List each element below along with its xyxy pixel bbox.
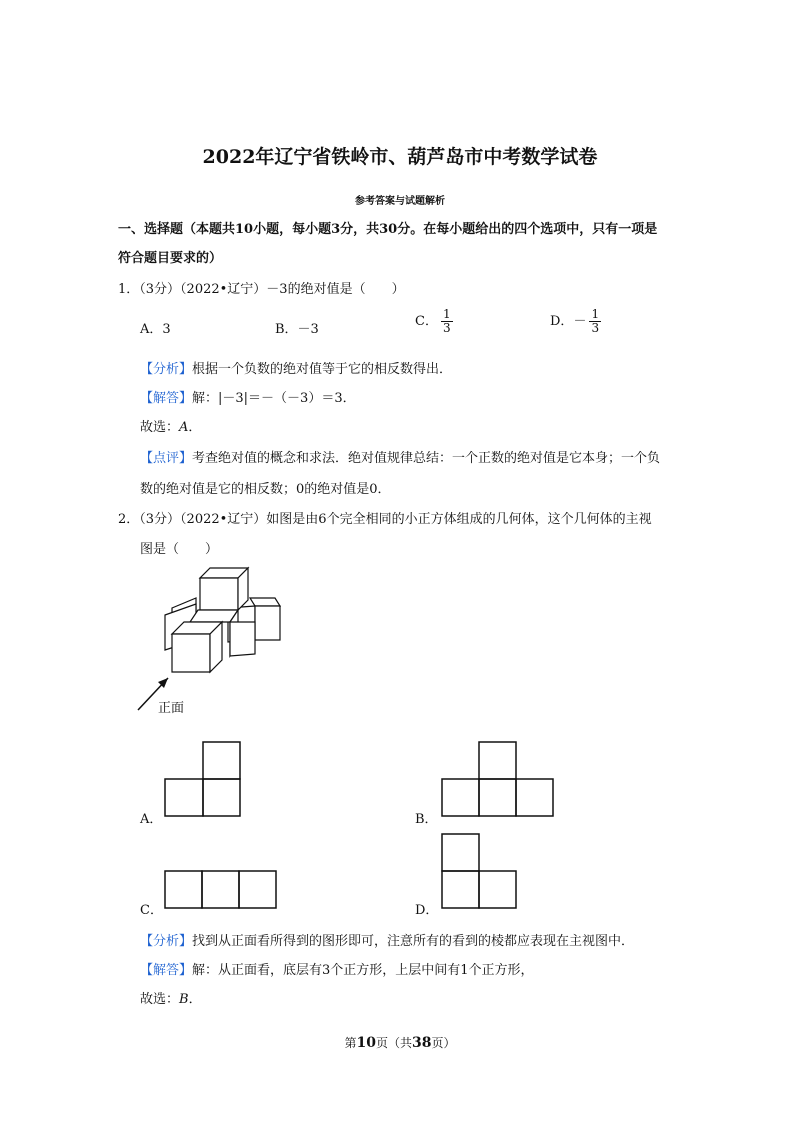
footer-middle: 页（共 xyxy=(375,1036,412,1050)
q2-stem-line-1: 2．（3分）（2022•辽宁）如图是由6个完全相同的小正方体组成的几何体，这个几何体的主视 xyxy=(118,512,652,527)
page-footer xyxy=(0,1034,800,1051)
footer-total-pages: 38 xyxy=(412,1035,432,1051)
q1-answer xyxy=(140,387,356,406)
q1-option-c-fraction xyxy=(441,308,453,335)
q2-option-a-figure xyxy=(163,740,243,820)
cube-top xyxy=(200,568,248,610)
section-heading-line-1: 一、选择题（本题共10小题，每小题3分，共30分。在每小题给出的四个选项中，只有一项是 xyxy=(118,222,658,237)
q2-stem-line-2: 图是（ ） xyxy=(140,542,219,557)
q1-comment-line-1 xyxy=(140,447,660,466)
q1-choice xyxy=(140,416,201,435)
q2-option-c-label: C． xyxy=(140,903,163,918)
q1-option-d xyxy=(550,308,601,335)
q2-choice-prefix: 故选： xyxy=(140,992,180,1007)
q2-analysis-tag: 【分析】 xyxy=(140,934,193,949)
q2-cube-figure xyxy=(130,560,310,720)
cube-front xyxy=(172,622,222,672)
q1-answer-text: 解：|－3|＝－（－3）＝3． xyxy=(192,391,356,406)
q1-choice-prefix: 故选： xyxy=(140,420,180,435)
q2-option-a-label: A． xyxy=(140,812,163,827)
q2-option-b-figure xyxy=(440,740,556,820)
q1-comment-line-2: 数的绝对值是它的相反数；0的绝对值是0． xyxy=(140,482,391,497)
q1-option-b: B．－3 xyxy=(275,322,319,337)
q2-option-d-label: D． xyxy=(415,903,439,918)
q1-option-c-numerator: 1 xyxy=(442,307,451,321)
q1-option-d-sign: － xyxy=(573,314,587,329)
footer-prefix: 第 xyxy=(344,1036,357,1050)
section-heading-line-2: 符合题目要求的） xyxy=(118,251,223,266)
q2-figure-label: 正面 xyxy=(158,701,185,716)
q1-option-a: A．3 xyxy=(140,322,171,337)
q1-analysis xyxy=(140,358,452,377)
q2-analysis-text: 找到从正面看所得到的图形即可，注意所有的看到的棱都应表现在主视图中． xyxy=(192,934,635,949)
q1-option-d-denominator: 3 xyxy=(591,321,600,335)
q1-choice-suffix: ． xyxy=(188,420,202,435)
footer-page-number: 10 xyxy=(356,1035,376,1051)
q1-option-d-label: D． xyxy=(550,314,574,329)
footer-suffix: 页） xyxy=(431,1036,456,1050)
q2-answer-text: 解：从正面看，底层有3个正方形，上层中间有1个正方形， xyxy=(192,963,534,978)
q2-choice-letter: B xyxy=(179,992,189,1007)
q2-choice xyxy=(140,988,202,1007)
page-title: 2022年辽宁省铁岭市、葫芦岛市中考数学试卷 xyxy=(202,146,598,168)
q2-analysis xyxy=(140,930,634,949)
q2-option-b-label: B． xyxy=(415,812,438,827)
q1-option-c xyxy=(415,308,453,335)
q1-stem: 1．（3分）（2022•辽宁）－3的绝对值是（ ） xyxy=(118,282,405,297)
cube-front-right xyxy=(230,622,255,656)
q1-option-d-fraction xyxy=(589,308,601,335)
q1-answer-tag: 【解答】 xyxy=(140,391,193,406)
q2-answer-tag: 【解答】 xyxy=(140,963,193,978)
q2-option-c-figure xyxy=(163,869,279,911)
q1-choice-letter: A xyxy=(179,420,189,435)
page-subtitle: 参考答案与试题解析 xyxy=(355,196,445,207)
q1-option-c-label: C． xyxy=(415,314,438,329)
q1-comment-text: 考查绝对值的概念和求法．绝对值规律总结：一个正数的绝对值是它本身；一个负 xyxy=(192,451,661,466)
q2-choice-suffix: ． xyxy=(188,992,202,1007)
q2-answer xyxy=(140,959,534,978)
q1-comment-tag: 【点评】 xyxy=(140,451,193,466)
q1-option-d-numerator: 1 xyxy=(591,307,600,321)
q2-option-d-figure xyxy=(440,832,520,912)
q1-analysis-text: 根据一个负数的绝对值等于它的相反数得出． xyxy=(192,362,453,377)
q1-option-c-denominator: 3 xyxy=(442,321,451,335)
q1-analysis-tag: 【分析】 xyxy=(140,362,193,377)
